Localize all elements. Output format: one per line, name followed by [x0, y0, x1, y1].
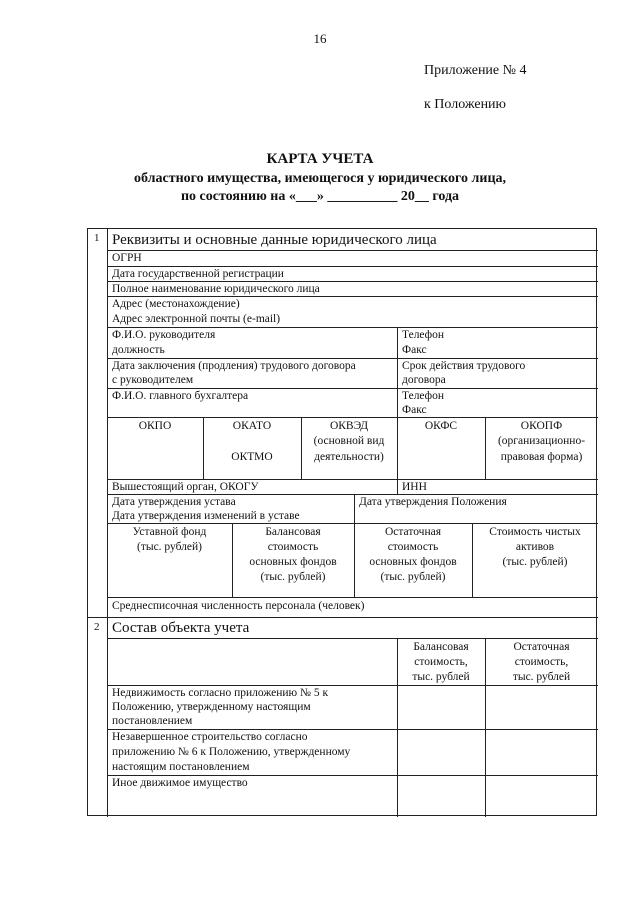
col-residual-value-unit: тыс. рублей — [512, 671, 571, 683]
residual-value-label: Остаточная — [384, 526, 442, 538]
residual-value-unit: (тыс. рублей) — [380, 571, 446, 583]
okpo-label: ОКПО — [138, 420, 172, 432]
appendix-label: Приложение № 4 — [424, 63, 527, 78]
col-residual-value: Остаточная — [513, 641, 570, 653]
row-real-estate-l3: постановлением — [112, 715, 193, 727]
section-1-number: 1 — [94, 232, 100, 244]
book-value-unit: (тыс. рублей) — [260, 571, 326, 583]
accountant-phone-label: Телефон — [402, 390, 445, 402]
contract-term-label-cont: договора — [402, 374, 446, 386]
okopf-label-l2: (организационно- — [497, 435, 586, 447]
fax-label: Факс — [402, 344, 427, 356]
charter-fund-unit: (тыс. рублей) — [136, 541, 203, 553]
okato-label: ОКАТО — [232, 420, 272, 432]
okopf-label: ОКОПФ — [520, 420, 563, 432]
regulation-date-label: Дата утверждения Положения — [359, 496, 507, 508]
accountant-fax-label: Факс — [402, 404, 427, 416]
section-2-heading: Состав объекта учета — [112, 620, 250, 636]
address-label: Адрес (местонахождение) — [112, 298, 240, 310]
row-construction-l2: приложению № 6 к Положению, утвержденному — [112, 746, 351, 758]
full-name-label: Полное наименование юридического лица — [112, 283, 320, 295]
net-assets-unit: (тыс. рублей) — [502, 556, 568, 568]
okfs-label: ОКФС — [424, 420, 458, 432]
residual-value-label-l2: стоимость — [387, 541, 439, 553]
okogu-label: Вышестоящий орган, ОКОГУ — [112, 481, 259, 493]
contract-date-label: Дата заключения (продления) трудового договора — [112, 360, 356, 372]
net-assets-label: Стоимость чистых — [489, 526, 581, 538]
contract-date-label-cont: с руководителем — [112, 374, 194, 386]
contract-term-label: Срок действия трудового — [402, 360, 526, 372]
okopf-label-l3: правовая форма) — [500, 451, 583, 463]
doc-title: КАРТА УЧЕТА — [266, 151, 374, 167]
email-label: Адрес электронной почты (e-mail) — [112, 313, 281, 325]
residual-value-label-l3: основных фондов — [369, 556, 457, 568]
row-real-estate-l2: Положению, утвержденному настоящим — [112, 701, 311, 713]
doc-date-line: по состоянию на «___» __________ 20__ года — [180, 189, 460, 204]
book-value-label: Балансовая — [265, 526, 321, 538]
book-value-label-l3: основных фондов — [249, 556, 337, 568]
section-2-number: 2 — [94, 621, 100, 633]
col-book-value-l2: стоимость, — [414, 656, 468, 668]
charter-date-label: Дата утверждения устава — [112, 496, 236, 508]
registration-date-label: Дата государственной регистрации — [112, 268, 284, 280]
col-book-value-unit: тыс. рублей — [412, 671, 470, 683]
accountant-label: Ф.И.О. главного бухгалтера — [112, 390, 249, 402]
headcount-label: Среднесписочная численность персонала (человек) — [112, 600, 365, 612]
section-1-heading: Реквизиты и основные данные юридического лица — [112, 232, 437, 248]
head-name-label: Ф.И.О. руководителя — [112, 329, 216, 341]
page-number: 16 — [313, 31, 327, 46]
appendix-ref: к Положению — [424, 97, 507, 112]
net-assets-label-l2: активов — [515, 541, 555, 553]
row-construction: Незавершенное строительство согласно — [112, 731, 308, 743]
row-real-estate: Недвижимость согласно приложению № 5 к — [112, 687, 329, 699]
col-book-value: Балансовая — [413, 641, 469, 653]
accounting-card-table — [87, 228, 597, 816]
row-movable-property: Иное движимое имущество — [112, 777, 248, 789]
okved-label-l2: (основной вид — [313, 435, 385, 447]
inn-label: ИНН — [402, 481, 427, 493]
book-value-label-l2: стоимость — [267, 541, 319, 553]
position-label: должность — [112, 344, 165, 356]
oktmo-label: ОКТМО — [231, 451, 273, 463]
okved-label: ОКВЭД — [329, 420, 369, 432]
charter-changes-label: Дата утверждения изменений в уставе — [112, 510, 300, 522]
col-residual-value-l2: стоимость, — [514, 656, 569, 668]
row-construction-l3: настоящим постановлением — [112, 761, 250, 773]
ogrn-label: ОГРН — [112, 252, 142, 264]
doc-subtitle: областного имущества, имеющегося у юридического лица, — [133, 171, 507, 186]
charter-fund-label: Уставной фонд — [132, 526, 207, 538]
phone-label: Телефон — [402, 329, 445, 341]
okved-label-l3: деятельности) — [314, 451, 384, 463]
